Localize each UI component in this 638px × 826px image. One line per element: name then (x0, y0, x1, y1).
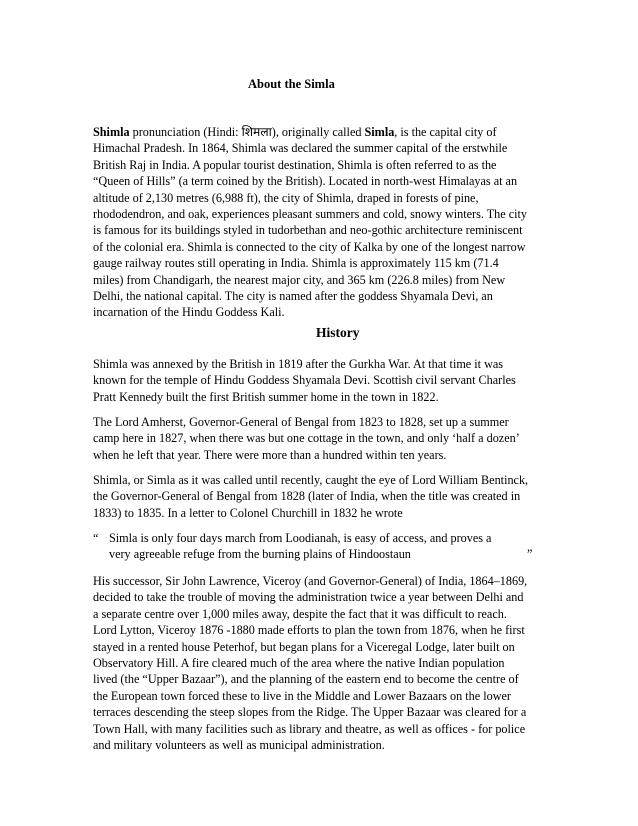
quote-line: Simla is only four days march from Loodianah, is easy of access, and proves a (109, 531, 492, 545)
intro-line: incarnation of the Hindu Goddess Kali. (93, 305, 285, 320)
intro-line: Himachal Pradesh. In 1864, Shimla was declared the summer capital of the erstwhile (93, 141, 508, 156)
history-line: Lord Lytton, Viceroy 1876 -1880 made efforts to plan the town from 1876, when he first (93, 623, 525, 638)
history-line: the Governor-General of Bengal from 1828 (later of India, when the title was created in (93, 489, 521, 504)
quote-close-mark: ” (527, 547, 533, 561)
intro-line: Delhi, the national capital. The city is named after the goddess Shyamala Devi, an (93, 289, 493, 304)
history-line: Pratt Kennedy built the first British summer home in the town in 1822. (93, 389, 439, 404)
intro-line: rhododendron, and oak, experiences pleasant summers and cold, snowy winters. The city (93, 207, 528, 222)
history-line: and military volunteers as well as municipal administration. (93, 738, 385, 753)
history-heading: History (316, 325, 360, 340)
history-line: the European town forced these to live in the Middle and Lower Bazaars on the lower (93, 688, 511, 703)
history-line: camp here in 1827, when there was but one cottage in the town, and only ‘half a dozen’ (93, 431, 520, 446)
intro-line: of the colonial era. Shimla is connected to the city of Kalka by one of the longest narrow (93, 239, 526, 254)
intro-line-end: , is the capital city of (394, 125, 497, 139)
history-line: The Lord Amherst, Governor-General of Bengal from 1823 to 1828, set up a summer (93, 415, 509, 429)
quote-text (109, 530, 491, 563)
history-line: Observatory Hill. A fire cleared much of the area where the native Indian population (93, 656, 505, 671)
intro-line-mid: pronunciation (Hindi: शिमला), originally called (129, 125, 365, 139)
history-line: Town Hall, with many facilities such as library and theatre, as well as offices - for police (93, 721, 526, 736)
history-line: 1833) to 1835. In a letter to Colonel Churchill in 1832 he wrote (93, 505, 403, 520)
history-line: stayed in a rented house Peterhof, but began plans for a Viceregal Lodge, later built on (93, 639, 515, 654)
history-line: known for the temple of Hindu Goddess Shyamala Devi. Scottish civil servant Charles (93, 373, 516, 388)
history-paragraph-2 (93, 414, 553, 463)
history-paragraph-4 (93, 573, 553, 753)
history-line: terraces descending the steep slopes from the Ridge. The Upper Bazaar was cleared for a (93, 705, 527, 720)
intro-line: altitude of 2,130 metres (6,988 ft), the city of Shimla, draped in forests of pine, (93, 190, 479, 205)
quote-open-mark: “ (93, 531, 99, 545)
history-line: lived (the “Upper Bazaar”), and the planning of the eastern end to become the centre of (93, 672, 519, 687)
intro-line: is famous for its buildings styled in tudorbethan and neo-gothic architecture reminiscent (93, 223, 523, 238)
history-line: His successor, Sir John Lawrence, Viceroy (and Governor-General) of India, 1864–1869, (93, 574, 528, 588)
intro-line: “Queen of Hills” (a term coined by the British). Located in north-west Himalayas at an (93, 174, 518, 189)
term-shimla: Shimla (93, 125, 130, 139)
history-line: a separate centre over 1,000 miles away, despite the fact that it was difficult to reach. (93, 606, 507, 621)
history-line: when he left that year. There were more than a hundred within ten years. (93, 447, 447, 462)
history-paragraph-1 (93, 356, 553, 405)
history-line: Shimla was annexed by the British in 1819 after the Gurkha War. At that time it was (93, 357, 504, 371)
history-line: Shimla, or Simla as it was called until recently, caught the eye of Lord William Bentinck, (93, 473, 529, 487)
intro-paragraph (93, 124, 553, 321)
document-title: About the Simla (248, 77, 335, 91)
term-simla: Simla (364, 125, 395, 139)
intro-line (93, 124, 553, 140)
history-paragraph-3 (93, 472, 553, 521)
quote-line: very agreeable refuge from the burning plains of Hindoostaun (109, 547, 411, 562)
intro-line: gauge railway routes still operating in India. Shimla is approximately 115 km (71.4 (93, 256, 499, 271)
intro-line: miles) from Chandigarh, the nearest major city, and 365 km (226.8 miles) from New (93, 272, 506, 287)
history-line: decided to take the trouble of moving the administration twice a year between Delhi and (93, 590, 524, 605)
intro-line: British Raj in India. A popular tourist destination, Shimla is often referred to as the (93, 157, 497, 172)
